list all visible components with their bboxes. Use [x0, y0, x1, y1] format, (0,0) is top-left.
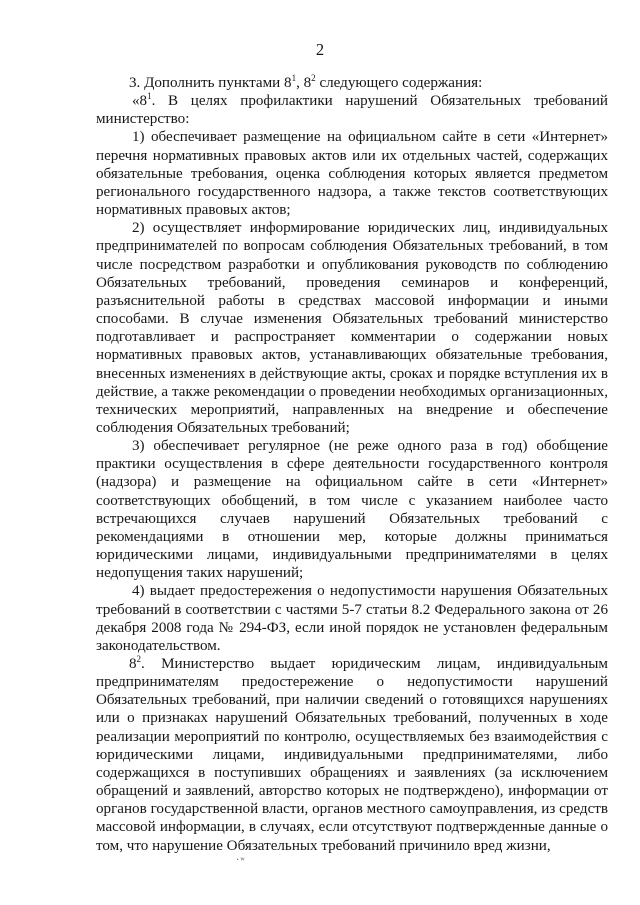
intro-sup-2: 2: [311, 73, 316, 83]
intro-prefix: 3. Дополнить пунктами 8: [129, 75, 292, 91]
document-body: [96, 74, 608, 855]
paragraph-8-2-text: . Министерство выдает юридическим лицам, индивидуальным предпринимателям предостережение о недопустимости нарушений Обязательных требований, при наличии сведений о готовящихся нарушениях или о признаках нарушений Обязательных требований, полученных в ходе реализации мероприятий по контролю, осуществляемых без взаимодействия с юридическими лицами, индивидуальными предпринимателями, либо содержащихся в поступивших обращениях и заявлениях (за исключением обращений и заявлений, авторство которых не подтверждено), информации от органов государственной власти, органов местного самоуправления, из средств массовой информации, в случаях, если отсутствуют подтвержденные данные о том, что нарушение Обязательных требований причинило вред жизни,: [96, 656, 608, 854]
scan-artifact-mark: ·ʷ: [236, 855, 246, 866]
subitem-3: 3) обеспечивает регулярное (не реже одного раза в год) обобщение практики осуществления в сфере деятельности государственного контроля (надзора) и размещение на официальном сайте в сети «Интернет» соответствующих обобщений, в том числе с указанием наиболее часто встречающихся случаев нарушений Обязательных требований с рекомендациями в отношении мер, которые должны приниматься юридическими лицами, индивидуальными предпринимателями в целях недопущения таких нарушений;: [96, 438, 608, 582]
intro-mid: , 8: [296, 75, 312, 91]
paragraph-8-2-number: 8: [129, 656, 137, 672]
paragraph-8-1: [96, 92, 608, 128]
intro-suffix: следующего содержания:: [315, 75, 483, 91]
paragraph-8-1-text: . В целях профилактики нарушений Обязательных требований министерство:: [96, 93, 608, 128]
subitem-1: 1) обеспечивает размещение на официальном сайте в сети «Интернет» перечня нормативных правовых актов или их отдельных частей, содержащих обязательные требования, оценка соблюдения которых является предметом регионального государственного надзора, а также текстов соответствующих нормативных правовых актов;: [96, 129, 608, 219]
paragraph-8-2: [96, 655, 608, 855]
intro-sup-1: 1: [291, 73, 297, 83]
paragraph-8-1-sup: 1: [147, 91, 152, 102]
page-number: 2: [315, 40, 325, 59]
subitem-2: 2) осуществляет информирование юридических лиц, индивидуальных предпринимателей по вопросам соблюдения Обязательных требований, в том числе посредством разработки и опубликования руководств по соблюдению Обязательных требований, проведения семинаров и конференций, разъяснительной работы в средствах массовой информации и иными способами. В случае изменения Обязательных требований министерство подготавливает и распространяет комментарии о содержании новых нормативных правовых актов, устанавливающих обязательные требования, внесенных изменениях в действующие акты, сроках и порядке вступления их в действие, а также рекомендации о проведении необходимых организационных, технических мероприятий, направленных на внедрение и обеспечение соблюдения Обязательных требований;: [96, 220, 608, 436]
paragraph-8-2-sup: 2: [136, 654, 142, 664]
amendment-intro: [96, 74, 608, 92]
paragraph-8-1-number: «8: [132, 93, 148, 110]
subitem-4: 4) выдает предостережения о недопустимости нарушения Обязательных требований в соответствии с частями 5-7 статьи 8.2 Федерального закона от 26 декабря 2008 года № 294-ФЗ, если иной порядок не установлен федеральным законодательством.: [96, 583, 608, 654]
